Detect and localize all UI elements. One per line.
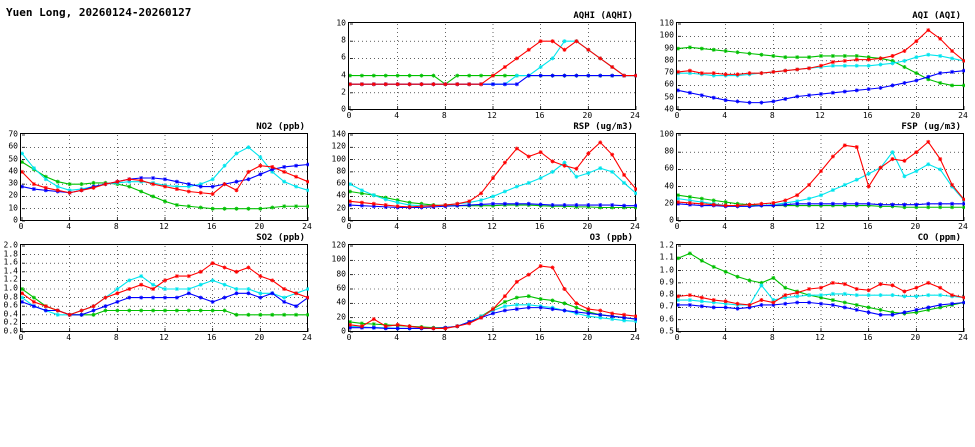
x-tick-label: 0 [18,333,24,342]
y-tick-label: 100 [659,129,674,139]
y-tick-label: 20 [336,203,346,213]
series-line-red [350,266,636,328]
y-tick-label: 0 [669,215,674,225]
x-tick-label: 12 [815,333,825,342]
x-tick-label: 8 [441,333,447,342]
series-line-red [350,41,636,84]
x-tick-label: 24 [630,111,640,120]
chart-panel-aqhi [336,11,640,126]
y-tick-label: 50 [664,92,674,102]
y-tick-label: 0 [341,104,346,114]
y-tick-label: 110 [659,18,674,28]
y-tick-label: 40 [664,104,674,114]
y-tick-label: 90 [664,43,674,53]
page-title: Yuen Long, 20260124-20260127 [6,6,192,19]
y-tick-label: 0.8 [659,289,674,299]
x-tick-label: 4 [394,111,400,120]
y-tick-label: 100 [659,30,674,40]
plot-area-no2 [20,133,308,221]
x-tick-label: 20 [910,111,921,120]
x-tick-label: 20 [254,222,265,231]
y-tick-label: 20 [664,198,674,208]
chart-panel-aqi [659,11,968,126]
y-tick-label: 0 [13,215,18,225]
y-tick-label: 60 [336,178,346,188]
x-tick-label: 24 [958,111,968,120]
y-tick-label: 80 [336,269,346,279]
y-tick-label: 0.5 [659,326,674,336]
panel-title-rsp: RSP (ug/m3) [573,122,633,132]
y-tick-label: 40 [8,166,18,176]
x-tick-label: 4 [394,333,400,342]
x-tick-label: 20 [582,333,593,342]
y-tick-label: 50 [8,154,18,164]
panel-title-no2: NO2 (ppb) [256,122,305,132]
y-tick-label: 60 [664,79,674,89]
panel-title-fsp: FSP (ug/m3) [901,122,961,132]
y-tick-label: 120 [331,141,346,151]
x-tick-label: 0 [346,111,352,120]
x-tick-label: 4 [722,222,728,231]
plot-area-o3 [348,244,636,332]
x-tick-label: 8 [113,333,119,342]
panel-title-so2: SO2 (ppb) [256,233,305,243]
y-tick-label: 0.7 [659,301,674,311]
y-tick-label: 1.2 [3,274,18,284]
x-tick-label: 4 [66,222,72,231]
x-tick-label: 16 [206,222,217,231]
x-tick-label: 24 [958,222,968,231]
x-tick-label: 12 [487,222,497,231]
x-tick-label: 4 [66,333,72,342]
x-tick-label: 12 [487,111,497,120]
x-tick-label: 24 [630,222,640,231]
y-tick-label: 100 [331,154,346,164]
y-tick-label: 0.0 [3,326,18,336]
plot-area-aqi [676,22,964,110]
x-tick-label: 4 [722,111,728,120]
chart-panel-rsp [331,122,640,237]
y-tick-label: 20 [336,312,346,322]
x-tick-label: 24 [302,222,312,231]
x-tick-label: 0 [674,222,680,231]
x-tick-label: 8 [441,222,447,231]
y-tick-label: 80 [336,166,346,176]
chart-panel-fsp [659,122,968,237]
y-tick-label: 0.8 [3,292,18,302]
x-tick-label: 20 [910,222,921,231]
y-tick-label: 1.4 [3,266,18,276]
x-tick-label: 8 [769,222,775,231]
y-tick-label: 30 [8,178,18,188]
y-tick-label: 70 [8,129,18,139]
y-tick-label: 60 [8,141,18,151]
x-tick-label: 16 [534,111,545,120]
x-tick-label: 0 [346,333,352,342]
x-tick-label: 24 [302,333,312,342]
y-tick-label: 60 [664,163,674,173]
y-tick-label: 40 [664,181,674,191]
y-tick-label: 140 [331,129,346,139]
chart-panel-so2 [3,233,312,348]
x-tick-label: 24 [630,333,640,342]
x-tick-label: 12 [815,222,825,231]
y-tick-label: 40 [336,297,346,307]
plot-area-co [676,244,964,332]
x-tick-label: 8 [769,333,775,342]
x-tick-label: 16 [862,222,873,231]
series-line-cyan [350,41,636,84]
x-tick-label: 20 [910,333,921,342]
x-tick-label: 8 [441,111,447,120]
y-tick-label: 60 [336,283,346,293]
chart-panel-co [659,233,968,348]
x-tick-label: 20 [254,333,265,342]
panel-title-aqi: AQI (AQI) [912,11,961,21]
x-tick-label: 16 [862,333,873,342]
y-tick-label: 70 [664,67,674,77]
x-tick-label: 8 [769,111,775,120]
y-tick-label: 1.0 [659,265,674,275]
panel-title-o3: O3 (ppb) [589,233,633,243]
x-tick-label: 0 [674,111,680,120]
x-tick-label: 4 [394,222,400,231]
y-tick-label: 80 [664,55,674,65]
y-tick-label: 10 [336,18,346,28]
x-tick-label: 16 [534,333,545,342]
plot-area-fsp [676,133,964,221]
y-tick-label: 1.0 [3,283,18,293]
x-tick-label: 8 [113,222,119,231]
x-tick-label: 4 [722,333,728,342]
y-tick-label: 100 [331,254,346,264]
x-tick-label: 20 [582,222,593,231]
x-tick-label: 16 [862,111,873,120]
panel-title-co: CO (ppm) [917,233,961,243]
x-tick-label: 12 [159,222,169,231]
x-tick-label: 0 [18,222,24,231]
plot-area-aqhi [348,22,636,110]
y-tick-label: 1.6 [3,257,18,267]
y-tick-label: 0 [341,326,346,336]
y-tick-label: 0.6 [3,300,18,310]
y-tick-label: 0 [341,215,346,225]
y-tick-label: 0.2 [3,317,18,327]
chart-panel-no2 [8,122,312,237]
y-tick-label: 4 [341,70,346,80]
y-tick-label: 1.2 [659,240,674,250]
y-tick-label: 1.1 [659,252,674,262]
y-tick-label: 20 [8,190,18,200]
x-tick-label: 24 [958,333,968,342]
y-tick-label: 0.9 [659,277,674,287]
x-tick-label: 16 [206,333,217,342]
x-tick-label: 16 [534,222,545,231]
x-tick-label: 0 [346,222,352,231]
y-tick-label: 6 [341,52,346,62]
y-tick-label: 0.4 [3,309,18,319]
panel-title-aqhi: AQHI (AQHI) [573,11,633,21]
y-tick-label: 1.8 [3,249,18,259]
x-tick-label: 12 [159,333,169,342]
plot-area-so2 [20,244,308,332]
y-tick-label: 40 [336,190,346,200]
x-tick-label: 20 [582,111,593,120]
plot-area-rsp [348,133,636,221]
chart-panel-o3 [331,233,640,348]
y-tick-label: 10 [8,203,18,213]
y-tick-label: 0.6 [659,314,674,324]
x-tick-label: 12 [815,111,825,120]
y-tick-label: 2.0 [3,240,18,250]
y-tick-label: 80 [664,146,674,156]
y-tick-label: 2 [341,87,346,97]
x-tick-label: 0 [674,333,680,342]
y-tick-label: 120 [331,240,346,250]
y-tick-label: 8 [341,35,346,45]
x-tick-label: 12 [487,333,497,342]
